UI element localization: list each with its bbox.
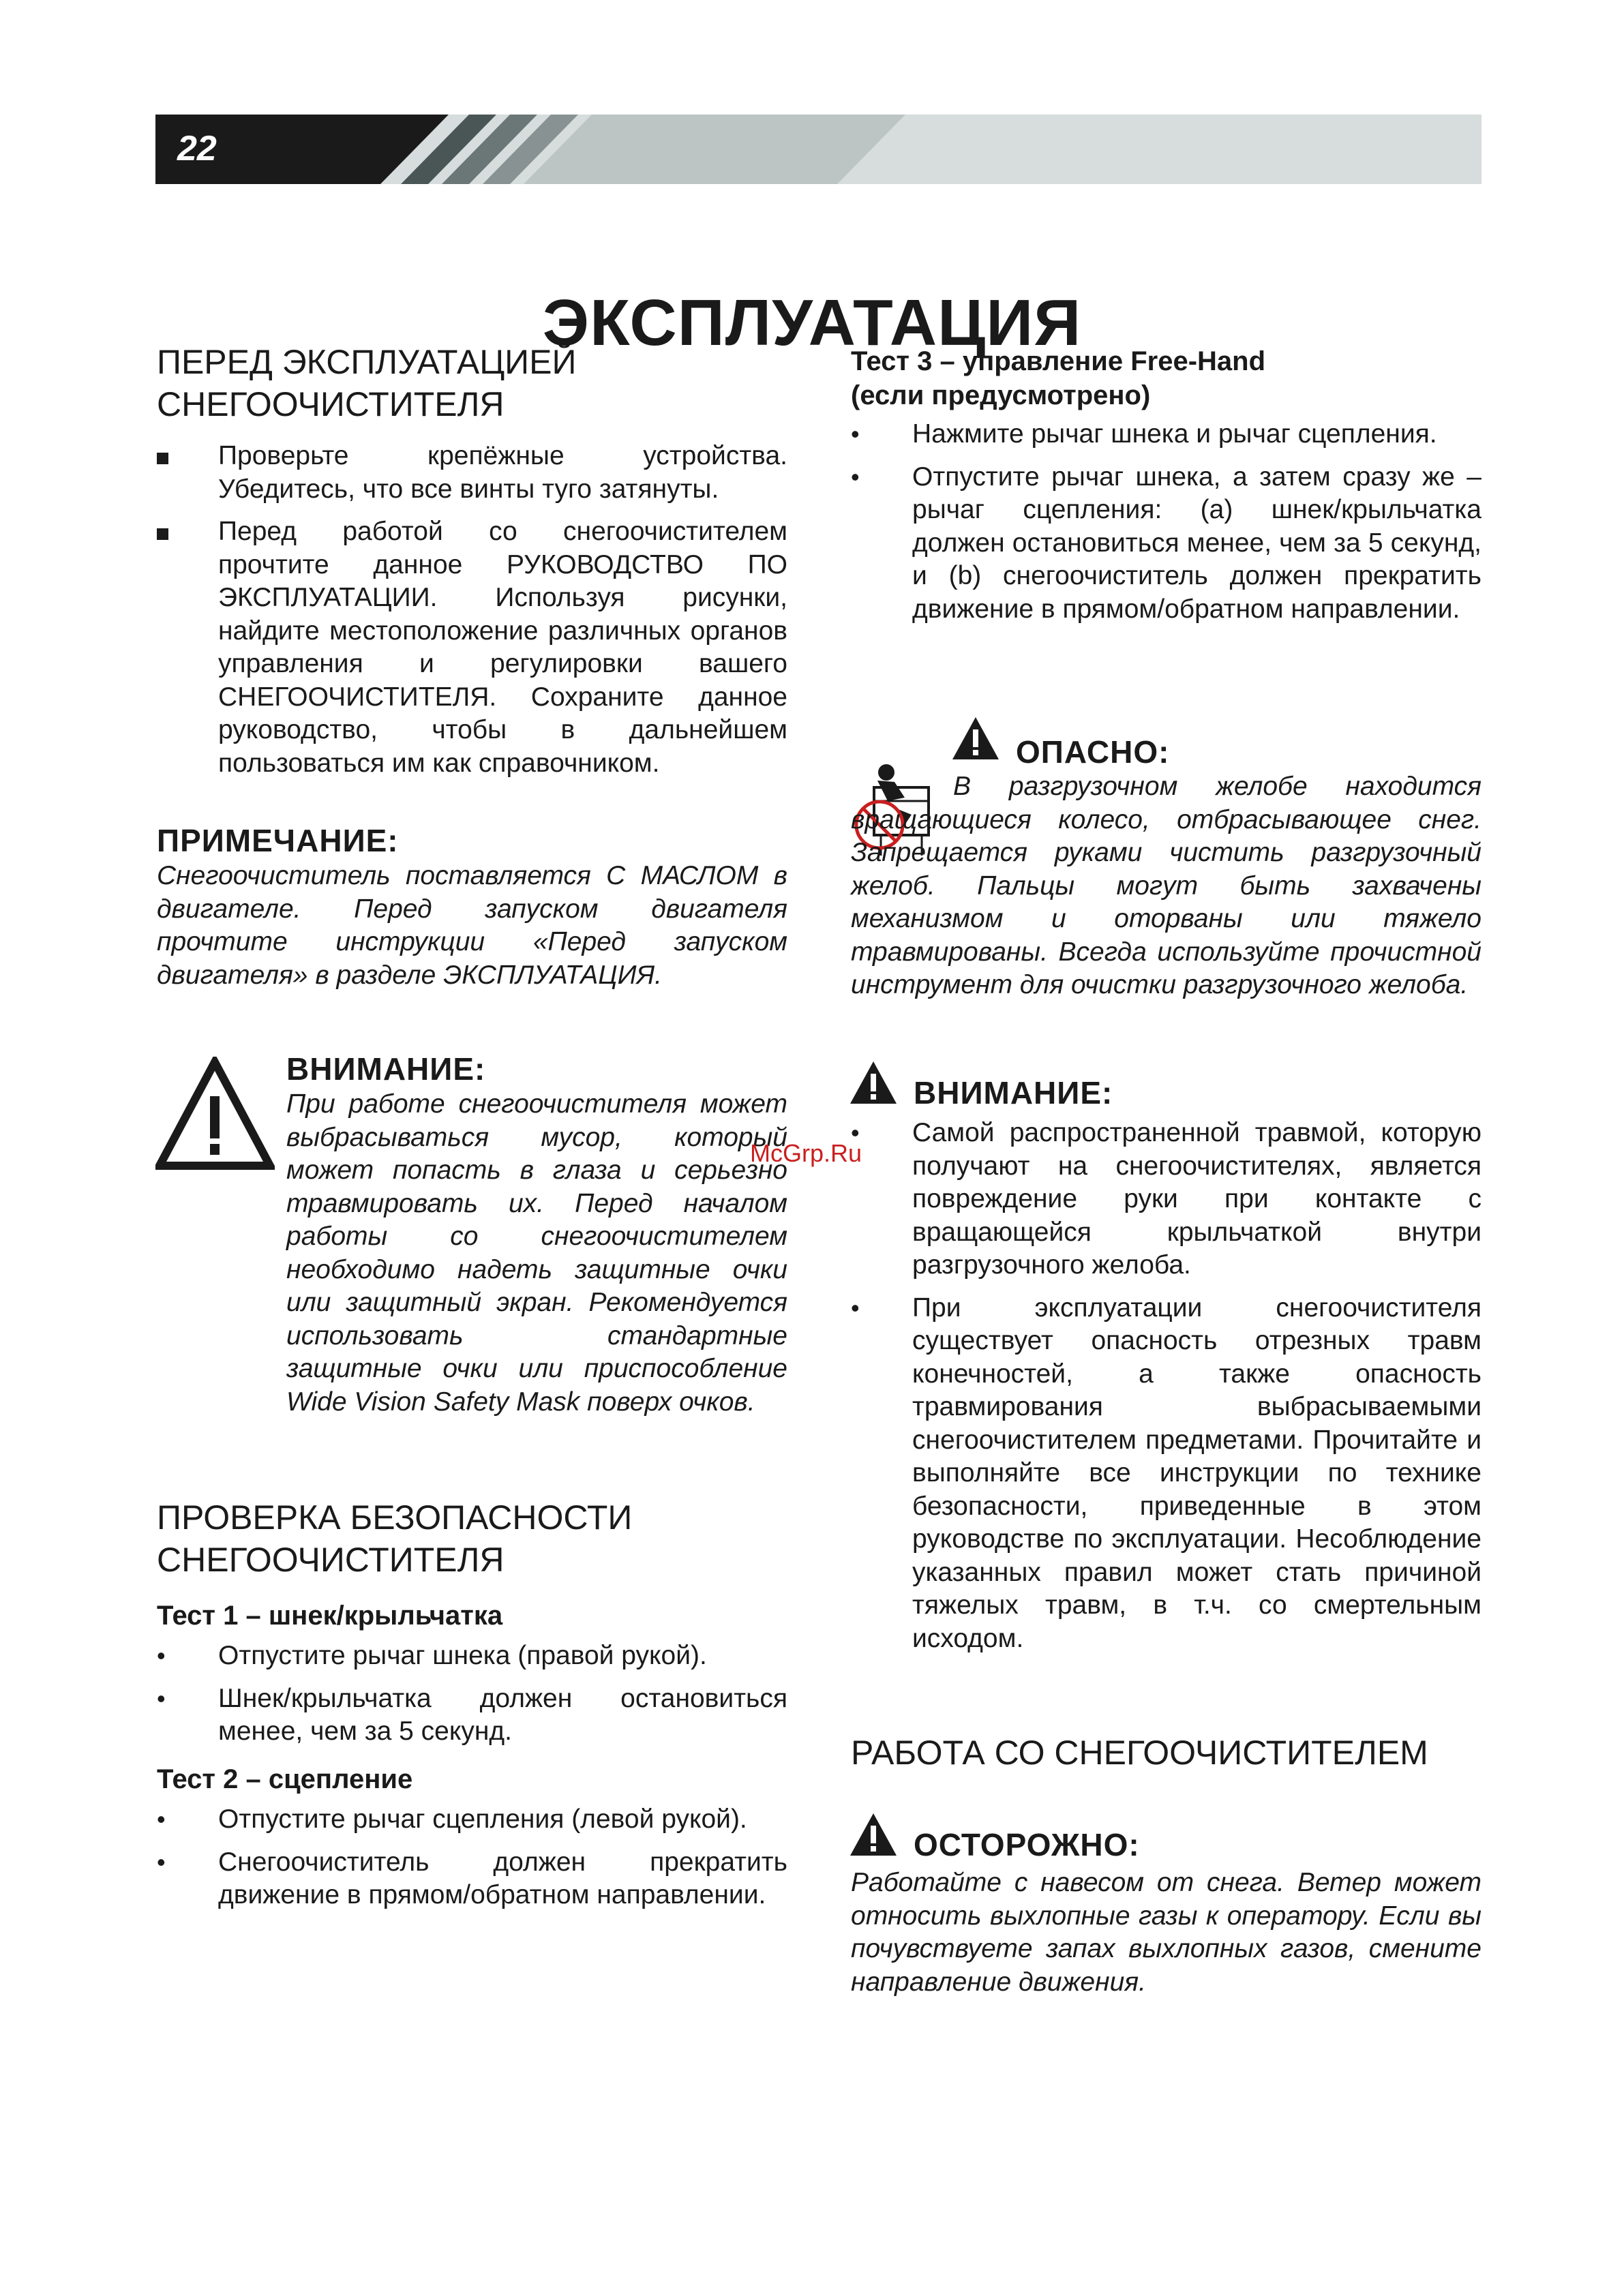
attention-list-right — [851, 1117, 1482, 1665]
note-label: ПРИМЕЧАНИЕ: — [157, 823, 399, 858]
test3-block — [851, 344, 1482, 635]
page-number: 22 — [177, 129, 217, 168]
test1-title: Тест 1 – шнек/крыльчатка — [157, 1601, 503, 1631]
before-operation-list — [157, 440, 787, 789]
danger-label: ОПАСНО: — [1016, 734, 1170, 770]
test2-title: Тест 2 – сцепление — [157, 1764, 413, 1794]
test2-block — [157, 1762, 787, 1922]
attention-label-right: ВНИМАНИЕ: — [914, 1075, 1113, 1111]
note-block — [157, 821, 787, 992]
list-item: • Отпустите рычаг шнека (правой рукой). — [157, 1641, 707, 1670]
work-heading: РАБОТА СО СНЕГООЧИСТИТЕЛЕМ — [851, 1734, 1428, 1772]
page-title: ЭКСПЛУАТАЦИЯ — [542, 286, 1082, 360]
danger-text-block — [851, 770, 1482, 1002]
attention-label: ВНИМАНИЕ: — [286, 1051, 486, 1087]
caution-block — [851, 1867, 1482, 1999]
list-item: • Отпустите рычаг сцепления (левой рукой). — [157, 1804, 747, 1834]
caution-triangle-icon — [849, 1812, 898, 1857]
list-item: Перед работой со снегоочистителем прочтите данное РУКОВОДСТВО ПО ЭКСПЛУАТАЦИИ. Используя рисунки, найдите местоположение различных органов управления и регулировки вашего СНЕГООЧИСТИТЕЛЯ. Сохраните данное руководство, чтобы в дальнейшем пользоваться им как справочником. — [157, 515, 787, 780]
work-section — [851, 1732, 1482, 1774]
danger-text: В разгрузочном желобе находится вращающиеся колесо, отбрасывающее снег. Запрещается руками чистить разгрузочный желоб. Пальцы могут быть захвачены механизмом и оторваны или тяжело травмированы. Всегда используйте прочистной инструмент для очистки разгрузочного желоба. — [851, 772, 1482, 999]
list-item: • Нажмите рычаг шнека и рычаг сцепления. — [851, 419, 1437, 449]
test1-block — [157, 1599, 787, 1758]
danger-triangle-icon — [951, 716, 1000, 761]
test3-title: Тест 3 – управление Free-Hand (если предусмотрено) — [851, 346, 1266, 410]
warning-triangle-icon — [155, 1057, 275, 1173]
safety-check-heading: ПРОВЕРКА БЕЗОПАСНОСТИ СНЕГООЧИСТИТЕЛЯ — [157, 1498, 633, 1579]
header-stripes — [155, 115, 1482, 184]
before-operation-heading: ПЕРЕД ЭКСПЛУАТАЦИЕЙ СНЕГООЧИСТИТЕЛЯ — [157, 343, 577, 423]
attention-block-left — [286, 1050, 787, 1419]
watermark: McGrp.Ru — [750, 1139, 862, 1167]
header-stripe-4 — [524, 115, 905, 184]
before-operation-section — [157, 341, 787, 425]
list-item: Проверьте крепёжные устройства. Убедитесь, что все винты туго затянуты. — [157, 440, 787, 506]
warning-triangle-icon — [849, 1060, 898, 1105]
list-item: • При эксплуатации снегоочистителя существует опасность отрезных травм конечностей, а также опасность травмирования выбрасываемыми снегоочистителем предметами. Прочитайте и выполняйте все инструкции по технике безопасности, приведенные в этом руководстве по эксплуатации. Несоблюдение указанных правил может стать причиной тяжелых травм, в т.ч. со смертельным исходом. — [851, 1293, 1482, 1653]
caution-label: ОСТОРОЖНО: — [914, 1827, 1140, 1862]
safety-check-section — [157, 1496, 787, 1581]
list-item: • Снегоочиститель должен прекратить движение в прямом/обратном направлении. — [157, 1847, 787, 1909]
list-item: • Самой распространенной травмой, которую получают на снегоочистителях, является повреждение руки при контакте с вращающейся крыльчаткой внутри разгрузочного желоба. — [851, 1118, 1482, 1280]
caution-text: Работайте с навесом от снега. Ветер может относить выхлопные газы к оператору. Если вы почувствуете запах выхлопных газов, смените направление движения. — [851, 1868, 1482, 1997]
list-item: • Отпустите рычаг шнека, а затем сразу же – рычаг сцепления: (а) шнек/крыльчатка должен остановиться менее, чем за 5 секунд, и (b) снегоочиститель должен прекратить движение в прямом/обратном направлении. — [851, 462, 1482, 624]
attention-text: При работе снегоочистителя может выбрасываться мусор, который может попасть в глаза и серьезно травмировать их. Перед началом работы со снегоочистителем необходимо надеть защитные очки или защитный экран. Рекомендуется использовать стандартные защитные очки или приспособление Wide Vision Safety Mask поверх очков. — [286, 1089, 787, 1417]
list-item: • Шнек/крыльчатка должен остановиться менее, чем за 5 секунд. — [157, 1683, 787, 1746]
note-text: Снегоочиститель поставляется С МАСЛОМ в двигателе. Перед запуском двигателя прочтите инструкции «Перед запуском двигателя» в разделе ЭКСПЛУАТАЦИЯ. — [157, 861, 787, 990]
